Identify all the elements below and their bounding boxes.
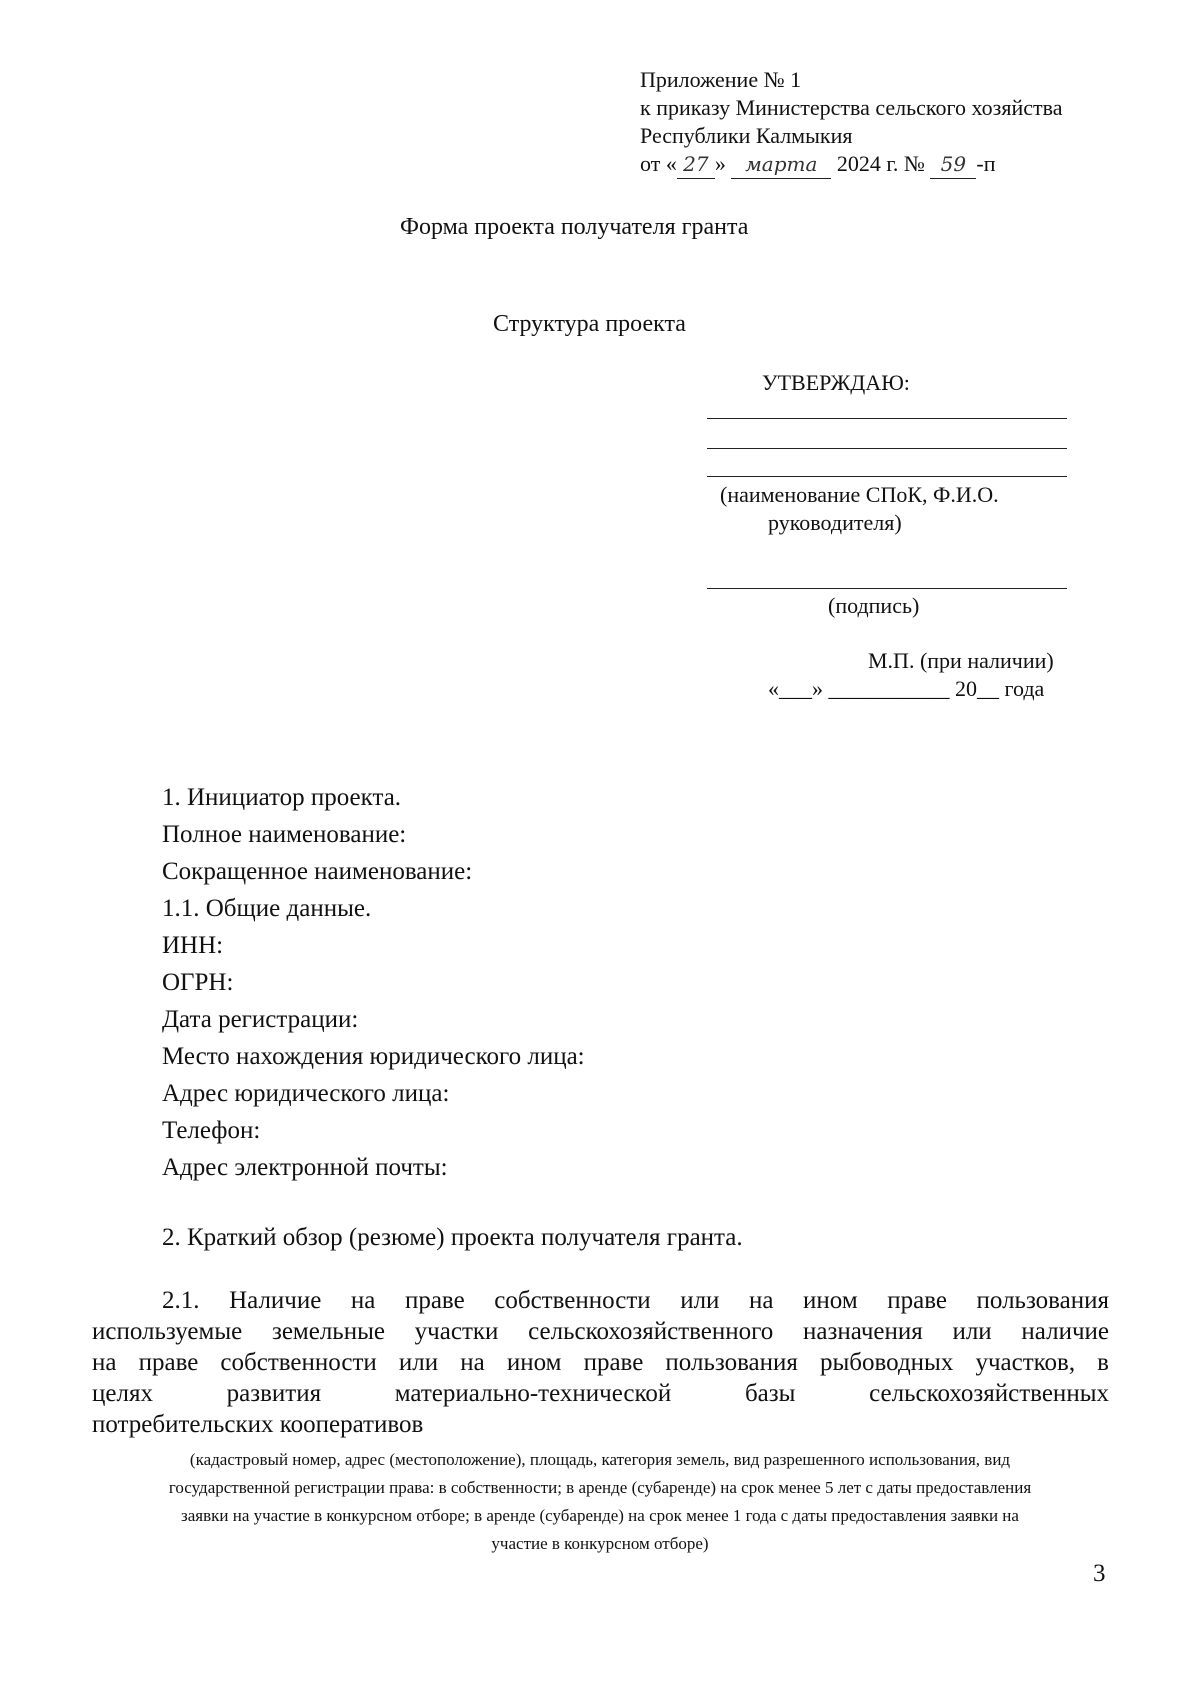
date-mid: » — [714, 151, 726, 176]
structure-title: Структура проекта — [493, 311, 686, 337]
date-prefix: от « — [640, 151, 677, 176]
note-line-4: участие в конкурсном отборе) — [491, 1534, 709, 1553]
handwritten-day: 27 — [677, 150, 715, 179]
date-year: 2024 г. № — [836, 151, 925, 176]
form-title: Форма проекта получателя гранта — [400, 214, 749, 240]
field-short-name: Сокращенное наименование: — [162, 858, 473, 885]
approval-line-3 — [707, 476, 1067, 477]
field-email: Адрес электронной почты: — [162, 1154, 448, 1181]
approval-date-line: «___» ___________ 20__ года — [768, 676, 1045, 701]
approval-heading: УТВЕРЖДАЮ: — [762, 370, 910, 395]
appendix-order-ref: к приказу Министерства сельского хозяйства — [640, 95, 1063, 120]
approval-line-1 — [707, 418, 1067, 419]
note-line-3: заявки на участие в конкурсном отборе; в аренде (субаренде) на срок менее 1 года с даты предоставления заявки на — [181, 1506, 1019, 1525]
signature-line — [707, 588, 1067, 589]
field-inn: ИНН: — [162, 932, 224, 959]
handwritten-order-number: 59 — [930, 150, 976, 179]
note-line-1: (кадастровый номер, адрес (местоположение), площадь, категория земель, вид разрешенного использования, вид — [189, 1450, 1011, 1469]
field-registration-date: Дата регистрации: — [162, 1006, 359, 1033]
order-suffix: -п — [976, 151, 996, 176]
field-location: Место нахождения юридического лица: — [162, 1043, 585, 1070]
section2-title: 2. Краткий обзор (резюме) проекта получателя гранта. — [162, 1224, 743, 1251]
paragraph-2-1-line-5: потребительских кооперативов — [92, 1411, 424, 1438]
paragraph-2-1-line-2: используемые земельные участки сельскохозяйственного назначения или наличие — [92, 1318, 1109, 1345]
paragraph-2-1-line-4: целях развития материально-технической базы сельскохозяйственных — [92, 1380, 1109, 1407]
field-phone: Телефон: — [162, 1117, 261, 1144]
note-line-2: государственной регистрации права: в собственности; в аренде (субаренде) на срок менее 5 лет с даты предоставления — [168, 1478, 1032, 1497]
field-full-name: Полное наименование: — [162, 821, 407, 848]
approval-line-2 — [707, 448, 1067, 449]
signature-caption: (подпись) — [828, 593, 920, 618]
page-number: 3 — [1093, 1560, 1106, 1587]
approval-name-caption-1: (наименование СПоК, Ф.И.О. — [720, 482, 999, 507]
appendix-date-line — [640, 150, 995, 179]
seal-caption: М.П. (при наличии) — [868, 648, 1054, 673]
subsection-general-data: 1.1. Общие данные. — [162, 895, 372, 922]
handwritten-month: марта — [731, 150, 831, 179]
field-ogrn: ОГРН: — [162, 969, 234, 996]
approval-name-caption-2: руководителя) — [768, 510, 902, 535]
field-address: Адрес юридического лица: — [162, 1080, 450, 1107]
section1-title: 1. Инициатор проекта. — [162, 784, 402, 811]
appendix-number: Приложение № 1 — [640, 67, 802, 92]
appendix-republic: Республики Калмыкия — [640, 123, 853, 148]
paragraph-2-1-line-1: 2.1. Наличие на праве собственности или на ином праве пользования — [162, 1287, 1109, 1314]
paragraph-2-1-line-3: на праве собственности или на ином праве пользования рыбоводных участков, в — [92, 1349, 1109, 1376]
